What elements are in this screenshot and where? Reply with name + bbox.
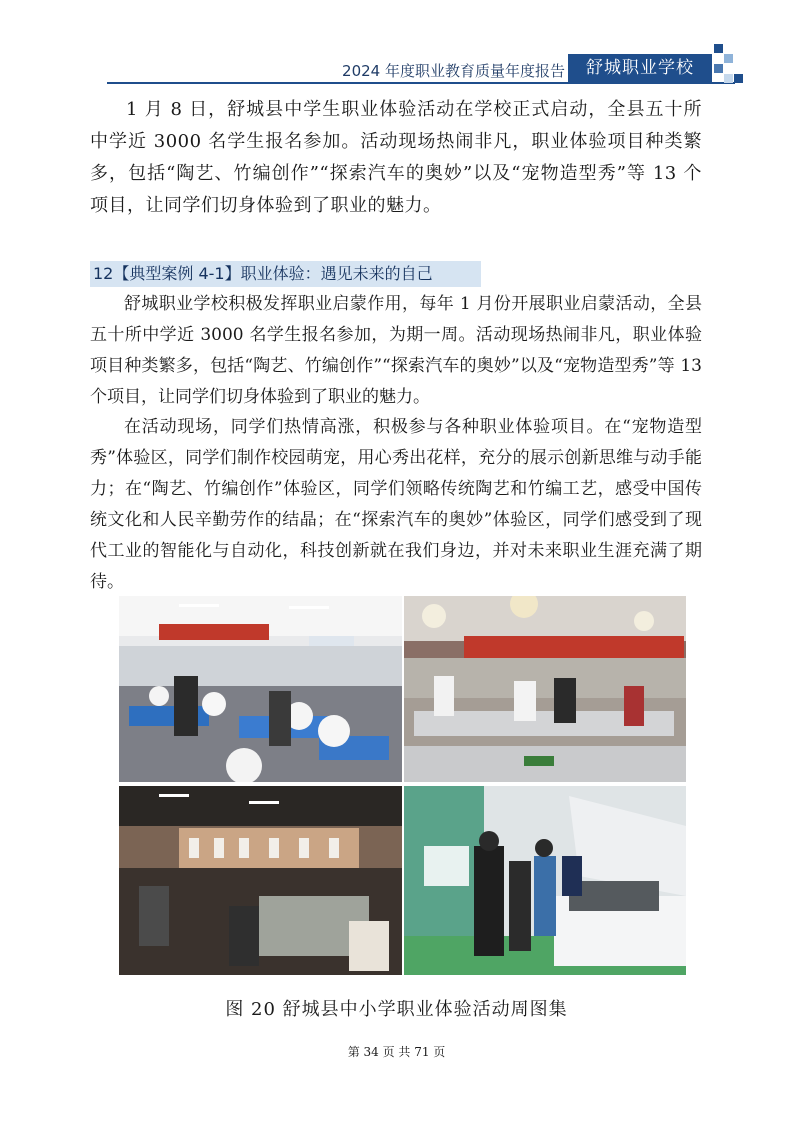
case-heading: 12【典型案例 4-1】职业体验：遇见未来的自己 [90,261,481,287]
decor-square-icon [724,74,733,83]
page-number: 第 34 页 共 71 页 [347,1045,446,1059]
decor-square-icon [714,64,723,73]
intro-paragraph: 1 月 8 日，舒城县中学生职业体验活动在学校正式启动，全县五十所中学近 3000 名学生报名参加。活动现场热闹非凡，职业体验项目种类繁多，包括“陶艺、竹编创作”“探索汽车的奥妙”以及“宠物造型秀”等 13 个项目，让同学们切身体验到了职业的魅力。 [90,99,702,216]
case-paragraph-1: 舒城职业学校积极发挥职业启蒙作用，每年 1 月份开展职业启蒙活动，全县五十所中学近 3000 名学生报名参加，为期一周。活动现场热闹非凡，职业体验项目种类繁多，包括“陶艺、竹编创作”“探索汽车的奥妙”以及“宠物造型秀”等 13 个项目，让同学们切身体验到了职业的魅力。 [90,294,702,407]
figure-caption: 图 20 舒城县中小学职业体验活动周图集 [225,999,568,1020]
header-divider [107,82,735,84]
pottery-workshop-photo [119,786,402,975]
decor-square-icon [734,74,743,83]
decor-square-icon [714,44,723,53]
report-title: 2024 年度职业教育质量年度报告 [342,62,565,80]
pet-grooming-classroom-photo [119,596,402,782]
case-paragraph-2: 在活动现场，同学们热情高涨，积极参与各种职业体验项目。在“宠物造型秀”体验区，同学们制作校园萌宠，用心秀出花样，充分的展示创新思维与动手能力；在“陶艺、竹编创作”体验区，同学们领略传统陶艺和竹编工艺，感受中国传统文化和人民辛勤劳作的结晶；在“探索汽车的奥妙”体验区，同学们感受到了现代工业的智能化与自动化，科技创新就在我们身边，并对未来职业生涯充满了期待。 [90,417,702,592]
car-engine-photo [404,786,686,975]
school-name-badge: 舒城职业学校 [568,54,712,82]
page-header [0,0,793,90]
cooking-classroom-photo [404,596,686,782]
decor-square-icon [724,54,733,63]
